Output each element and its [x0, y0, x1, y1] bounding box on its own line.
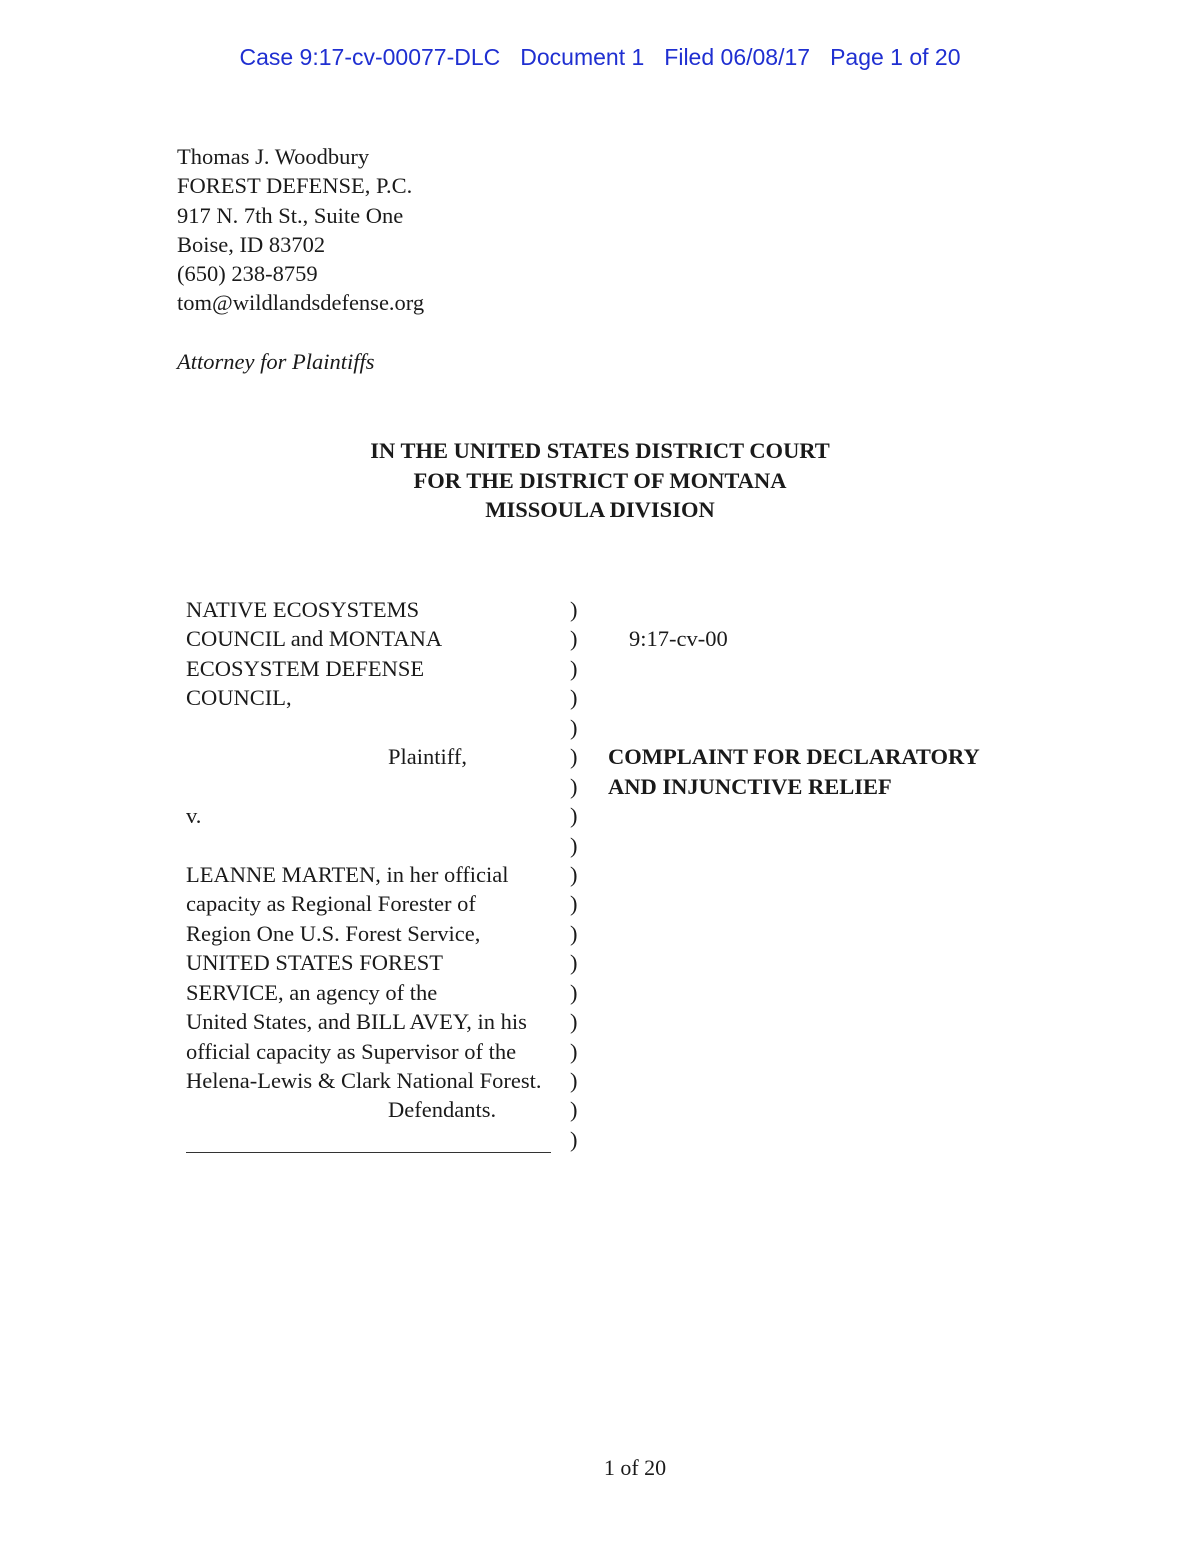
plaintiff-line: COUNCIL,	[186, 685, 292, 711]
attorney-name: Thomas J. Woodbury	[177, 144, 370, 169]
defendant-line: Helena-Lewis & Clark National Forest.	[186, 1068, 542, 1093]
caption-paren: )	[570, 1009, 578, 1035]
blank-line	[186, 772, 566, 801]
blank-line	[186, 831, 566, 860]
caption-paren: )	[570, 950, 578, 976]
caption-paren: )	[570, 1126, 578, 1152]
attorney-block	[177, 142, 424, 318]
caption-paren: )	[570, 597, 578, 622]
header-filed-date: Filed 06/08/17	[664, 44, 811, 70]
caption-paren: )	[570, 714, 578, 740]
complaint-title-line: AND INJUNCTIVE RELIEF	[608, 773, 892, 799]
caption-paren-column	[570, 595, 578, 1154]
versus-label: v.	[186, 803, 202, 829]
page-number-footer: 1 of 20	[603, 1455, 667, 1480]
plaintiff-line: ECOSYSTEM DEFENSE	[186, 655, 425, 681]
caption-paren: )	[570, 891, 578, 917]
caption-paren: )	[570, 744, 578, 770]
attorney-role: Attorney for Plaintiffs	[177, 349, 375, 374]
court-heading-line: IN THE UNITED STATES DISTRICT COURT	[370, 438, 830, 463]
defendant-line: United States, and BILL AVEY, in his	[186, 1009, 527, 1035]
caption-paren: )	[570, 1038, 578, 1064]
attorney-street: 917 N. 7th St., Suite One	[177, 202, 404, 228]
plaintiff-line: COUNCIL and MONTANA	[186, 626, 443, 652]
court-heading-line: MISSOULA DIVISION	[485, 497, 715, 522]
case-caption-parties	[186, 595, 566, 1153]
caption-paren: )	[570, 832, 578, 858]
caption-paren: )	[570, 1068, 578, 1093]
caption-paren: )	[570, 979, 578, 1005]
defendants-label: Defendants.	[388, 1097, 497, 1123]
caption-paren: )	[570, 773, 578, 799]
defendant-line: SERVICE, an agency of the	[186, 979, 438, 1005]
defendant-line: LEANNE MARTEN, in her official	[186, 861, 509, 887]
defendant-line: capacity as Regional Forester of	[186, 891, 476, 917]
case-number: 9:17-cv-00	[629, 626, 728, 651]
caption-paren: )	[570, 861, 578, 887]
defendant-line: Region One U.S. Forest Service,	[186, 920, 481, 946]
attorney-email: tom@wildlandsdefense.org	[177, 290, 425, 316]
caption-paren: )	[570, 685, 578, 711]
caption-rule	[186, 1134, 551, 1153]
complaint-title-line: COMPLAINT FOR DECLARATORY	[608, 744, 980, 769]
caption-paren: )	[570, 1097, 578, 1123]
defendant-line: UNITED STATES FOREST	[186, 950, 443, 976]
attorney-firm: FOREST DEFENSE, P.C.	[177, 173, 413, 199]
court-heading	[0, 436, 1200, 525]
plaintiff-label: Plaintiff,	[388, 744, 467, 770]
defendant-line: official capacity as Supervisor of the	[186, 1038, 517, 1064]
header-page: Page 1 of 20	[830, 44, 961, 70]
attorney-city: Boise, ID 83702	[177, 231, 326, 257]
court-heading-line: FOR THE DISTRICT OF MONTANA	[413, 467, 787, 493]
ecf-header-stamp	[0, 40, 1200, 74]
header-case-number: Case 9:17-cv-00077-DLC	[239, 44, 501, 70]
plaintiff-line: NATIVE ECOSYSTEMS	[186, 597, 420, 622]
caption-paren: )	[570, 920, 578, 946]
header-document: Document 1	[520, 44, 645, 70]
caption-paren: )	[570, 803, 578, 829]
caption-paren: )	[570, 655, 578, 681]
attorney-phone: (650) 238-8759	[177, 261, 318, 287]
caption-paren: )	[570, 626, 578, 652]
complaint-title	[608, 742, 980, 801]
blank-line	[186, 713, 566, 742]
